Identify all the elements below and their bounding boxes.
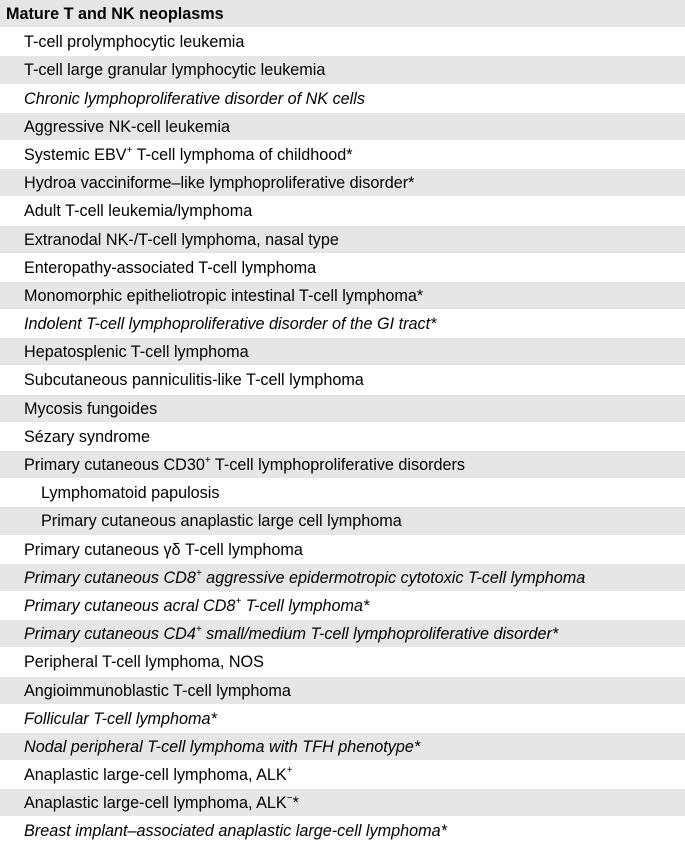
table-row: Primary cutaneous acral CD8+ T-cell lymphoma* <box>0 592 685 620</box>
table-row: Peripheral T-cell lymphoma, NOS <box>0 648 685 676</box>
table-row: Breast implant–associated anaplastic large-cell lymphoma* <box>0 817 685 845</box>
table-row: T-cell prolymphocytic leukemia <box>0 28 685 56</box>
table-row: Anaplastic large-cell lymphoma, ALK−* <box>0 789 685 817</box>
table-row: Adult T-cell leukemia/lymphoma <box>0 197 685 225</box>
table-row: Extranodal NK-/T-cell lymphoma, nasal type <box>0 226 685 254</box>
table-row: Primary cutaneous CD30+ T-cell lymphoproliferative disorders <box>0 451 685 479</box>
table-row: Primary cutaneous CD4+ small/medium T-cell lymphoproliferative disorder* <box>0 620 685 648</box>
table-row: Systemic EBV+ T-cell lymphoma of childhood* <box>0 141 685 169</box>
table-row: Hydroa vacciniforme–like lymphoproliferative disorder* <box>0 169 685 197</box>
table-row: Primary cutaneous γδ T-cell lymphoma <box>0 536 685 564</box>
table-row: T-cell large granular lymphocytic leukemia <box>0 56 685 84</box>
table-row: Primary cutaneous CD8+ aggressive epidermotropic cytotoxic T-cell lymphoma <box>0 564 685 592</box>
table-row: Anaplastic large-cell lymphoma, ALK+ <box>0 761 685 789</box>
table-row: Lymphomatoid papulosis <box>0 479 685 507</box>
table-row: Monomorphic epitheliotropic intestinal T-cell lymphoma* <box>0 282 685 310</box>
table-row: Enteropathy-associated T-cell lymphoma <box>0 254 685 282</box>
table-row: Subcutaneous panniculitis-like T-cell lymphoma <box>0 366 685 394</box>
table-row: Follicular T-cell lymphoma* <box>0 705 685 733</box>
table-row: Hepatosplenic T-cell lymphoma <box>0 338 685 366</box>
table-row: Aggressive NK-cell leukemia <box>0 113 685 141</box>
table-row: Chronic lymphoproliferative disorder of NK cells <box>0 85 685 113</box>
table-row: Primary cutaneous anaplastic large cell lymphoma <box>0 507 685 535</box>
header-text: Mature T and NK neoplasms <box>6 5 224 23</box>
table-row: Sézary syndrome <box>0 423 685 451</box>
table-row: Nodal peripheral T-cell lymphoma with TFH phenotype* <box>0 733 685 761</box>
table-header <box>0 0 685 28</box>
table-row: Indolent T-cell lymphoproliferative disorder of the GI tract* <box>0 310 685 338</box>
table-row: Angioimmunoblastic T-cell lymphoma <box>0 677 685 705</box>
table-row: Mycosis fungoides <box>0 395 685 423</box>
